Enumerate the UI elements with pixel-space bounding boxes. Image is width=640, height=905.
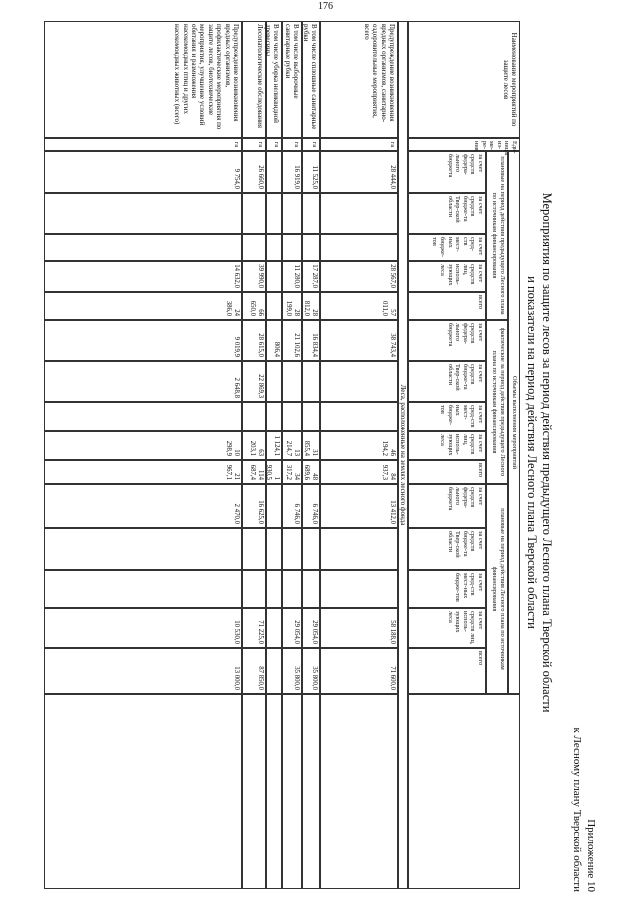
row-name: Лесопатологические обследования: [242, 21, 266, 138]
cell-p1: 28 444,0: [320, 151, 398, 193]
cell-a4: 46 194,2: [320, 431, 398, 460]
cell-p4: 11 280,0: [282, 261, 302, 292]
cell-a4: 31 855,4: [302, 431, 320, 460]
cell-n1: 6 746,0: [302, 484, 320, 528]
cell-a1: 21 102,6: [282, 320, 302, 361]
col-header-name: Наименование мероприятий по защите лесов: [408, 21, 520, 138]
cell-p2: [266, 193, 282, 234]
cell-a4: 63 203,1: [242, 431, 266, 460]
document-title-line2: и показатели на период действия Лесного плана Тверской области: [525, 276, 539, 629]
col-header-unit: Еди-ницы из-ме-ре-ния: [408, 138, 520, 151]
row-unit: га: [44, 138, 242, 151]
cell-p3: [320, 234, 398, 261]
cell-a1: 38 743,4: [320, 320, 398, 361]
row-unit: га: [302, 138, 320, 151]
cell-n2: [320, 528, 398, 570]
cell-n2: [242, 528, 266, 570]
row-empty-space: [302, 694, 320, 889]
cell-a1: 9 019,9: [44, 320, 242, 361]
cell-n1: 6 746,0: [282, 484, 302, 528]
row-unit: га: [266, 138, 282, 151]
cell-p1: 9 754,0: [44, 151, 242, 193]
cell-a5: 21 967,1: [44, 460, 242, 484]
row-unit: га: [282, 138, 302, 151]
row-empty-space: [242, 694, 266, 889]
cell-p3: [44, 234, 242, 261]
cell-n4: 29 054,0: [302, 608, 320, 648]
row-empty-space: [282, 694, 302, 889]
cell-p1: 11 525,0: [302, 151, 320, 193]
section-row: Леса, расположенные на землях лесного фонда: [398, 21, 408, 889]
cell-p3: [266, 234, 282, 261]
cell-n5: 35 800,0: [302, 648, 320, 694]
cell-p1: 16 919,0: [282, 151, 302, 193]
cell-p2: [44, 193, 242, 234]
cell-n2: [44, 528, 242, 570]
col-header-federal-3: за счет средств федера-льного бюджета: [408, 484, 486, 528]
cell-p3: [302, 234, 320, 261]
cell-p5: 24 386,0: [44, 292, 242, 320]
cell-a5: 34 317,2: [282, 460, 302, 484]
group-actual-prev: фактические за период действия предыдущего Лесного плана по источникам финансирования: [486, 320, 508, 484]
cell-a2: [320, 361, 398, 402]
col-header-users-3: за счет средств лиц, исполь-зующих леса: [408, 608, 486, 648]
cell-a4: 13 214,7: [282, 431, 302, 460]
cell-p1: 26 660,0: [242, 151, 266, 193]
cell-n5: 71 600,0: [320, 648, 398, 694]
cell-p5: 66 650,0: [242, 292, 266, 320]
cell-n1: 16 625,0: [242, 484, 266, 528]
page-number: 176: [318, 1, 333, 12]
col-header-total-1: всего: [408, 292, 486, 320]
cell-n5: 13 000,0: [44, 648, 242, 694]
cell-p5: 28 199,0: [282, 292, 302, 320]
document-title-line1: Мероприятия по защите лесов за период действия предыдущего Лесного плана Тверской области: [540, 192, 554, 713]
cell-n2: [266, 528, 282, 570]
cell-a1: 16 834,4: [302, 320, 320, 361]
cell-n2: [302, 528, 320, 570]
col-header-local-1: за счет сред-ств мест-ных бюдже-тов: [408, 234, 486, 261]
cell-a4: 1 124,1: [266, 431, 282, 460]
cell-a4: 10 298,9: [44, 431, 242, 460]
cell-n2: [282, 528, 302, 570]
cell-n5: 87 850,0: [242, 648, 266, 694]
volumes-header: Объемы выполнения мероприятий: [508, 151, 520, 694]
col-header-regional-3: за счет средств бюдже-та Твер-ской области: [408, 528, 486, 570]
cell-p2: [242, 193, 266, 234]
cell-a5: 114 687,4: [242, 460, 266, 484]
group-planned-next: плановые на период действия Лесного плана по источникам финансирования: [486, 484, 508, 694]
cell-p4: 14 632,0: [44, 261, 242, 292]
appendix-label: Приложение 10: [585, 819, 597, 892]
cell-n4: [266, 608, 282, 648]
cell-p3: [282, 234, 302, 261]
header-extra-space: [408, 694, 520, 889]
cell-n3: [320, 570, 398, 608]
cell-p4: 28 567,0: [320, 261, 398, 292]
col-header-local-3: за счет сред-ств мест-ных бюдже-тов: [408, 570, 486, 608]
cell-n4: 58 188,0: [320, 608, 398, 648]
cell-p5: 28 812,0: [302, 292, 320, 320]
cell-a1: 806,4: [266, 320, 282, 361]
group-planned-prev: плановые на период действия предыдущего Лесного плана по источникам финансирования: [486, 151, 508, 320]
cell-p2: [320, 193, 398, 234]
cell-a3: [266, 402, 282, 431]
cell-p4: 17 287,0: [302, 261, 320, 292]
row-empty-space: [44, 694, 242, 889]
cell-n3: [282, 570, 302, 608]
col-header-federal-2: за счет средств федера-льного бюджета: [408, 320, 486, 361]
row-name: Предупреждение возникновения вредных организмов, профилактические мероприятия по защите лесов, биотехнические мероприятия, улучшение условий обитания и размножения насекомоядных птиц и других насекомоядных животных (всего): [44, 21, 242, 138]
cell-a2: 2 648,8: [44, 361, 242, 402]
cell-p2: [302, 193, 320, 234]
row-empty-space: [266, 694, 282, 889]
row-name: В том числе сплошные санитарные рубки: [302, 21, 320, 138]
cell-a1: 28 615,0: [242, 320, 266, 361]
cell-n3: [302, 570, 320, 608]
cell-n4: 29 054,0: [282, 608, 302, 648]
cell-n5: [266, 648, 282, 694]
cell-a2: [302, 361, 320, 402]
cell-n1: 13 412,0: [320, 484, 398, 528]
cell-p2: [282, 193, 302, 234]
cell-n4: 71 225,0: [242, 608, 266, 648]
cell-a3: [44, 402, 242, 431]
cell-n3: [44, 570, 242, 608]
row-unit: га: [242, 138, 266, 151]
cell-a3: [282, 402, 302, 431]
cell-a3: [302, 402, 320, 431]
col-header-federal-1: за счет средств федера-льного бюджета: [408, 151, 486, 193]
row-name: В том числе выборочные санитарные рубки: [282, 21, 302, 138]
cell-n3: [266, 570, 282, 608]
col-header-local-2: за счет сред-ств мест-ных бюдже-тов: [408, 402, 486, 431]
cell-n1: [266, 484, 282, 528]
cell-a2: [266, 361, 282, 402]
cell-a2: [282, 361, 302, 402]
col-header-users-1: за счет средств лиц, исполь-зующих леса: [408, 261, 486, 292]
appendix-subtitle: к Лесному плану Тверской области: [571, 727, 583, 892]
cell-a5: 1 930,5: [266, 460, 282, 484]
row-unit: га: [320, 138, 398, 151]
col-header-total-3: всего: [408, 648, 486, 694]
col-header-regional-2: за счет средств бюдже-та Твер-ской области: [408, 361, 486, 402]
cell-a3: [320, 402, 398, 431]
cell-p5: 57 011,0: [320, 292, 398, 320]
cell-a5: 84 937,3: [320, 460, 398, 484]
cell-n1: 2 470,0: [44, 484, 242, 528]
cell-p1: [266, 151, 282, 193]
row-name: Предупреждение возникновения вредных организмов, санитарно-оздоровительные мероприятия, всего: [320, 21, 398, 138]
cell-a3: [242, 402, 266, 431]
col-header-regional-1: за счет средств бюдже-та Твер-ской области: [408, 193, 486, 234]
cell-n4: 10 530,0: [44, 608, 242, 648]
cell-n5: 35 800,0: [282, 648, 302, 694]
col-header-total-2: всего: [408, 460, 486, 484]
cell-p4: 39 990,0: [242, 261, 266, 292]
cell-p5: [266, 292, 282, 320]
cell-a5: 48 689,6: [302, 460, 320, 484]
cell-p3: [242, 234, 266, 261]
row-empty-space: [320, 694, 398, 889]
col-header-users-2: за счет средств лиц, исполь-зующих леса: [408, 431, 486, 460]
row-name: В том числе уборка неликвидной древесины: [266, 21, 282, 138]
cell-n3: [242, 570, 266, 608]
cell-a2: 22 869,3: [242, 361, 266, 402]
protection-measures-table: [44, 21, 520, 889]
cell-p4: [266, 261, 282, 292]
